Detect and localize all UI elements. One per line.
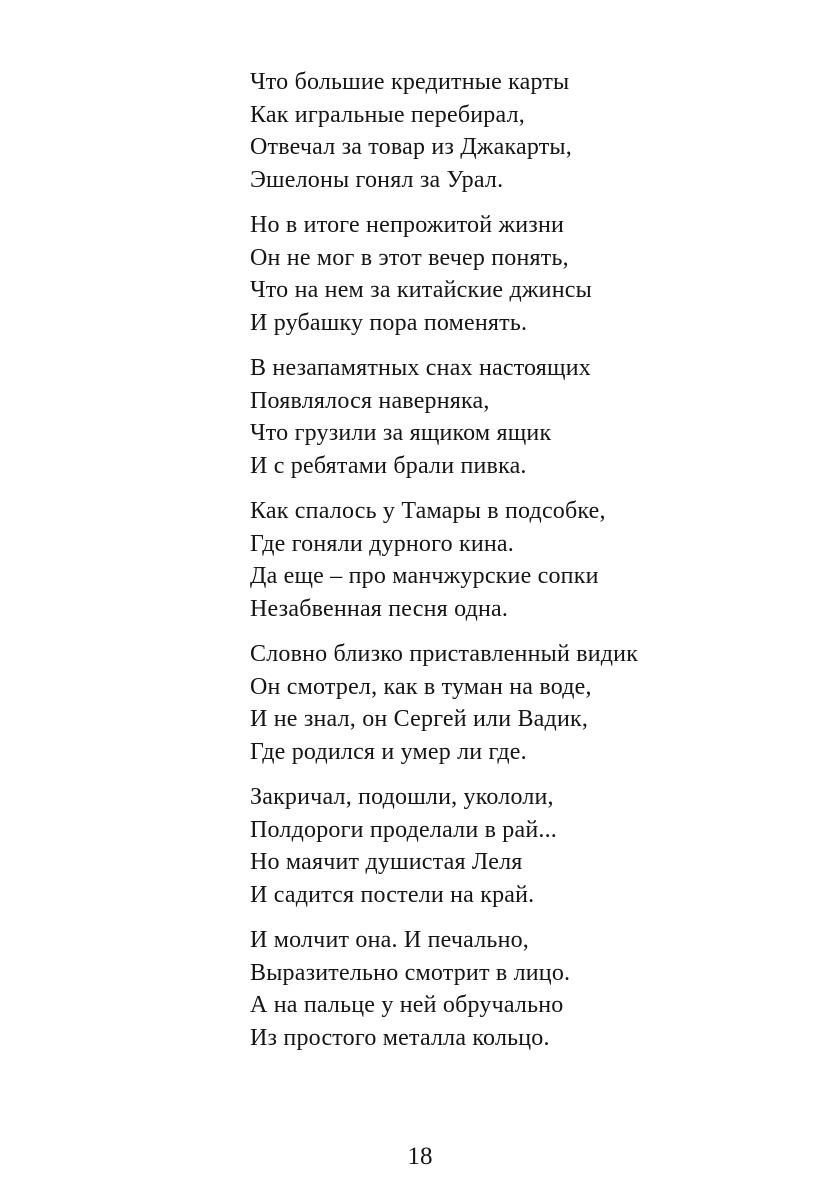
poem-line: Эшелоны гонял за Урал. — [250, 166, 504, 193]
poem-line: Как игральные перебирал, — [250, 101, 525, 128]
poem-line: И молчит она. И печально, — [250, 927, 530, 953]
poem-line: А на пальце у ней обручально — [250, 992, 564, 1018]
poem-line: В незапамятных снах настоящих — [250, 355, 591, 381]
poem-line: Но маячит душистая Леля — [250, 849, 523, 875]
poem-text-block — [250, 66, 638, 1054]
poem-line: Что на нем за китайские джинсы — [250, 277, 592, 303]
poem-line: Незабвенная песня одна. — [250, 595, 509, 622]
page-number: 18 — [407, 1143, 433, 1170]
poem-line: Появлялося наверняка, — [250, 387, 490, 414]
poem-line: И садится постели на край. — [250, 881, 535, 908]
poem-line: Словно близко приставленный видик — [250, 641, 639, 667]
poem-line: Он не мог в этот вечер понять, — [250, 244, 569, 271]
poem-line: Он смотрел, как в туман на воде, — [250, 673, 592, 700]
poem-line: Что грузили за ящиком ящик — [250, 420, 552, 446]
stanza-6 — [250, 781, 638, 911]
poem-line: Выразительно смотрит в лицо. — [250, 959, 571, 986]
poem-line: Но в итоге непрожитой жизни — [250, 212, 565, 238]
poem-line: Да еще – про манчжурские сопки — [250, 563, 599, 589]
poem-line: И не знал, он Сергей или Вадик, — [250, 706, 589, 732]
stanza-3 — [250, 352, 638, 482]
stanza-7 — [250, 924, 638, 1054]
stanza-5 — [250, 638, 638, 768]
poem-line: Полдороги проделали в рай... — [250, 816, 557, 843]
poem-line: Как спалось у Тамары в подсобке, — [250, 498, 606, 524]
poem-line: Где родился и умер ли где. — [250, 738, 527, 765]
poem-line: И с ребятами брали пивка. — [250, 452, 527, 479]
poem-line: Где гоняли дурного кина. — [250, 530, 514, 557]
stanza-4 — [250, 495, 638, 625]
poem-line: И рубашку пора поменять. — [250, 309, 528, 336]
stanza-2 — [250, 209, 638, 339]
poem-line: Закричал, подошли, укололи, — [250, 784, 554, 810]
poem-line: Из простого металла кольцо. — [250, 1024, 550, 1051]
poem-line: Отвечал за товар из Джакарты, — [250, 134, 572, 160]
poem-line: Что большие кредитные карты — [250, 69, 570, 95]
stanza-1 — [250, 66, 638, 196]
